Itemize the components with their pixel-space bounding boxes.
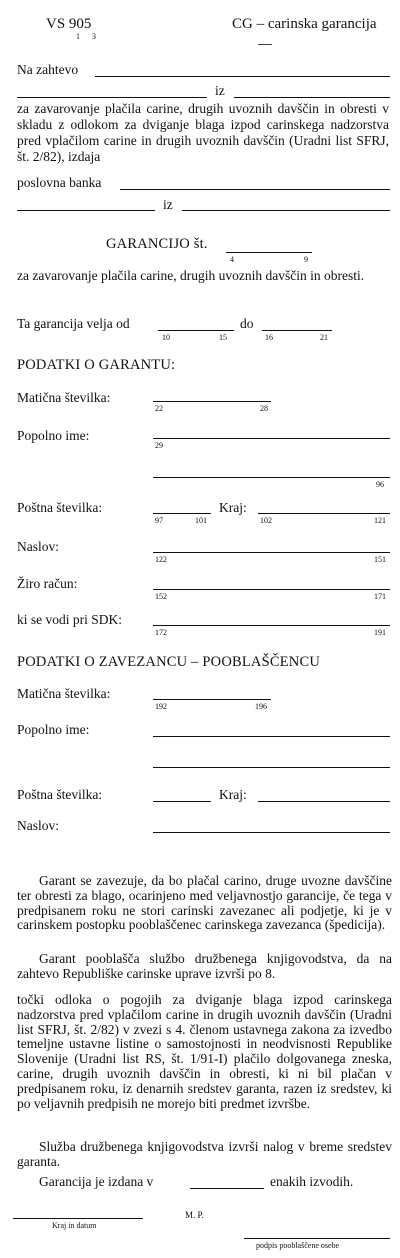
- num-29: 29: [155, 441, 163, 450]
- title-mark: [258, 44, 272, 45]
- garant-ime-field[interactable]: [153, 438, 390, 439]
- garant-sdk-field[interactable]: [153, 625, 390, 626]
- zavezanec-kraj-field[interactable]: [258, 801, 390, 802]
- zavezanec-maticna-label: Matična številka:: [17, 686, 111, 701]
- velja-od-label: Ta garancija velja od: [17, 316, 130, 331]
- form-code: VS 905: [46, 16, 92, 32]
- izdana-suffix: enakih izvodih.: [270, 1174, 354, 1189]
- num-151: 151: [374, 555, 386, 564]
- terms-paragraph-3: točki odloka o pogojih za dviganje blaga izpod carinskega nadzorstva pred vplačilom carine in drugih uvoznih davščin (Uradni list SFRJ, št. 2/82) v zvezi s 4. členom ustavnega zakona za izvedbo temeljne ustavne listine o samostojnosti in neodvisnosti Republike Slovenije (Uradni list RS, št. 1/91-I) plačilo dolgovanega zneska, carine, drugih uvoznih davščin in obresti, ki ni bil plačan v predpisanem roku, iz denarnih sredstev garanta, razen iz sredstev, ki po veljavnih predpisih ne morejo biti predmet izvršbe.: [17, 992, 392, 1111]
- garant-naslov-label: Naslov:: [17, 539, 59, 554]
- zavezanec-kraj-label: Kraj:: [219, 787, 247, 802]
- kraj-datum-label: Kraj in datum: [52, 1221, 97, 1230]
- form-code-sub-3: 3: [92, 32, 96, 41]
- garant-postna-field[interactable]: [153, 513, 211, 514]
- garant-ime-label: Popolno ime:: [17, 428, 90, 443]
- zavezanec-maticna-field[interactable]: [153, 699, 271, 700]
- podpis-label: podpis pooblaščene osebe: [256, 1241, 340, 1250]
- mp-label: M. P.: [185, 1210, 204, 1220]
- num-96: 96: [376, 480, 384, 489]
- do-label: do: [240, 316, 254, 331]
- num-102: 102: [260, 516, 272, 525]
- na-zahtevo-field-2[interactable]: [17, 97, 207, 98]
- garant-ziro-label: Žiro račun:: [17, 576, 78, 591]
- num-196: 196: [255, 702, 267, 711]
- num-171: 171: [374, 592, 386, 601]
- num-16: 16: [265, 333, 273, 342]
- zavezanec-postna-field[interactable]: [153, 801, 211, 802]
- na-zahtevo-field[interactable]: [95, 76, 390, 77]
- poslovna-banka-label: poslovna banka: [17, 175, 102, 190]
- zavezanec-postna-label: Poštna številka:: [17, 787, 103, 802]
- garant-maticna-field[interactable]: [153, 401, 271, 402]
- num-192: 192: [155, 702, 167, 711]
- num-9: 9: [304, 255, 308, 264]
- request-purpose: za zavarovanje plačila carine, drugih uvoznih davščin in obresti v skladu z odlokom za dviganje blaga izpod carinskega nadzorstva pred vplačilom carine in drugih uvoznih davščin (Uradni list SFRJ, št. 2/82), izdaja: [17, 101, 389, 164]
- zavezanec-heading: PODATKI O ZAVEZANCU – POOBLAŠČENCU: [17, 654, 320, 670]
- garant-naslov-field[interactable]: [153, 552, 390, 553]
- na-zahtevo-label: Na zahtevo: [17, 62, 79, 77]
- bank-city-field[interactable]: [182, 210, 390, 211]
- num-97: 97: [155, 516, 163, 525]
- zavezanec-ime-field-2[interactable]: [153, 767, 390, 768]
- terms-paragraph-1: Garant se zavezuje, da bo plačal carino, druge uvozne davščine ter obresti za blago, ocarinjeno med veljavnostjo garancije, če tega v predpisanem roku ne stori carinski zavezanec ali podjetje, ki je v carinskem postopku pooblaščenec carinskega zavezanca (špedicija).: [17, 873, 392, 933]
- num-101: 101: [195, 516, 207, 525]
- num-4: 4: [230, 255, 234, 264]
- kraj-datum-field[interactable]: [13, 1218, 143, 1219]
- garant-sdk-label: ki se vodi pri SDK:: [17, 612, 123, 627]
- velja-do-field[interactable]: [262, 330, 332, 331]
- zavezanec-naslov-field[interactable]: [153, 832, 390, 833]
- terms-paragraph-2: Garant pooblašča službo družbenega knjigovodstva, da na zahtevo Republiške carinske uprave izvrši po 8.: [17, 951, 392, 981]
- zavezanec-ime-label: Popolno ime:: [17, 722, 90, 737]
- garancija-number-field[interactable]: [226, 252, 312, 253]
- garancija-purpose: za zavarovanje plačila carine, drugih uvoznih davščin in obresti.: [17, 268, 365, 283]
- num-21: 21: [320, 333, 328, 342]
- garancija-label: GARANCIJO št.: [106, 236, 208, 252]
- num-28: 28: [260, 404, 268, 413]
- poslovna-banka-field[interactable]: [120, 189, 390, 190]
- garant-kraj-field[interactable]: [258, 513, 390, 514]
- num-191: 191: [374, 628, 386, 637]
- form-title: CG – carinska garancija: [232, 16, 377, 32]
- zavezanec-naslov-label: Naslov:: [17, 818, 59, 833]
- podpis-field[interactable]: [244, 1238, 390, 1239]
- garant-postna-label: Poštna številka:: [17, 500, 103, 515]
- zavezanec-ime-field[interactable]: [153, 736, 390, 737]
- num-172: 172: [155, 628, 167, 637]
- iz-label: iz: [215, 83, 225, 98]
- num-10: 10: [162, 333, 170, 342]
- iz2-label: iz: [163, 197, 173, 212]
- izdana-label: Garancija je izdana v: [39, 1174, 154, 1189]
- garant-maticna-label: Matična številka:: [17, 390, 111, 405]
- izdana-count-field[interactable]: [190, 1188, 264, 1189]
- num-22: 22: [155, 404, 163, 413]
- num-15: 15: [219, 333, 227, 342]
- iz-field[interactable]: [234, 97, 390, 98]
- bank-name-field[interactable]: [17, 210, 155, 211]
- form-code-sub-1: 1: [76, 32, 80, 41]
- num-122: 122: [155, 555, 167, 564]
- terms-paragraph-4: Služba družbenega knjigovodstva izvrši nalog v breme sredstev garanta.: [17, 1139, 392, 1169]
- garant-heading: PODATKI O GARANTU:: [17, 357, 176, 373]
- velja-od-field[interactable]: [158, 330, 234, 331]
- garant-kraj-label: Kraj:: [219, 500, 247, 515]
- garant-ziro-field[interactable]: [153, 589, 390, 590]
- garant-ime-field-2[interactable]: [153, 477, 390, 478]
- num-152: 152: [155, 592, 167, 601]
- num-121: 121: [374, 516, 386, 525]
